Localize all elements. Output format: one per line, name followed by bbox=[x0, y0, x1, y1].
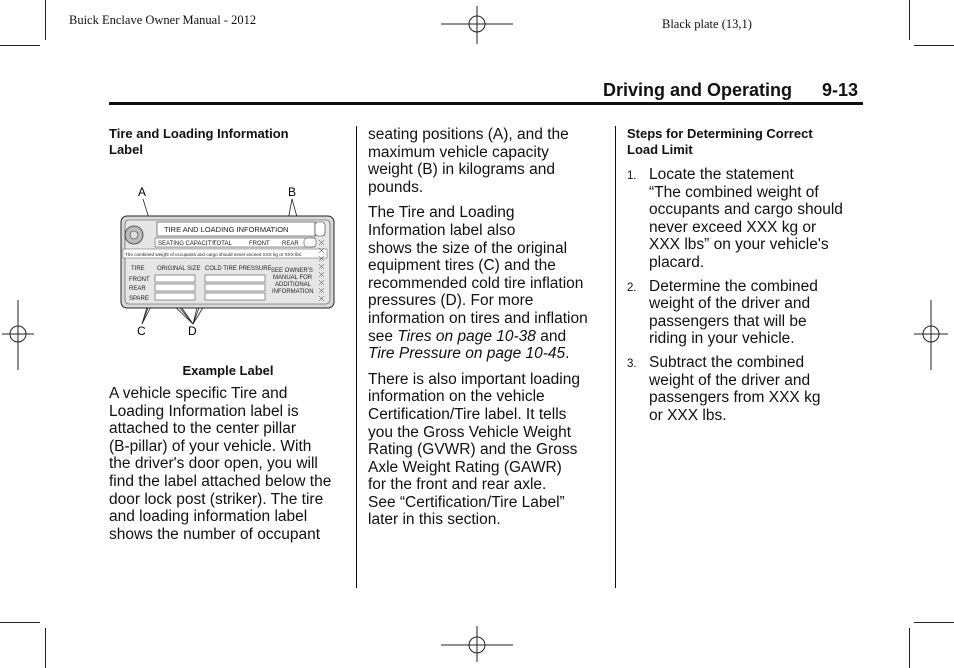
weight-statement: The combined weight of occupants and cargo should never exceed XXX kg or XXX lbs. bbox=[125, 252, 303, 257]
column-3 bbox=[627, 126, 867, 430]
see-owners-line-1: SEE OWNER'S bbox=[271, 268, 313, 274]
callout-a: A bbox=[138, 185, 147, 199]
column-divider bbox=[356, 126, 357, 588]
section-title: Driving and Operating bbox=[603, 80, 793, 100]
column-1 bbox=[109, 126, 349, 158]
list-item: 1. Locate the statement “The combined weight of occupants and cargo should never exceed XXX kg or XXX lbs” on your vehicle's placard. bbox=[627, 166, 843, 271]
callout-d: D bbox=[188, 324, 197, 338]
column-2 bbox=[368, 126, 608, 529]
cross-reference-link[interactable]: Tire Pressure on page 10-45 bbox=[368, 345, 566, 363]
front-label: FRONT bbox=[249, 241, 270, 247]
manual-title: Buick Enclave Owner Manual - 2012 bbox=[69, 13, 257, 27]
list-item: 2. Determine the combined weight of the driver and passengers that will be riding in your vehicle. bbox=[627, 277, 818, 348]
subsection-heading: Tire and Loading Information Label bbox=[109, 126, 289, 157]
row-rear: REAR bbox=[129, 286, 146, 292]
tire-column: TIRE bbox=[131, 266, 145, 272]
row-front: FRONT bbox=[129, 277, 150, 283]
paragraph: The Tire and Loading Information label also shows the size of the original equipment tires (C) and the recommended cold tire inflation pressures (D). For more information on tires and inflation see Tires on page 10-38 and Tire Pressure on page 10-45. bbox=[368, 204, 588, 363]
subsection-heading: Steps for Determining Correct Load Limit bbox=[627, 126, 813, 157]
steps-list bbox=[627, 166, 867, 424]
see-owners-line-2: MANUAL FOR bbox=[273, 275, 313, 281]
paragraph: seating positions (A), and the maximum vehicle capacity weight (B) in kilograms and pounds. bbox=[368, 126, 569, 196]
page-number: 9-13 bbox=[822, 80, 859, 100]
list-item: 3. Subtract the combined weight of the driver and passengers from XXX kg or XXX lbs. bbox=[627, 353, 821, 424]
tire-label-figure bbox=[109, 180, 349, 340]
label-title: TIRE AND LOADING INFORMATION bbox=[164, 225, 289, 234]
row-spare: SPARE bbox=[129, 296, 149, 302]
col1-body: A vehicle specific Tire and Loading Information label is attached to the center pillar (B-pillar) of your vehicle. With the driver's door open, you will find the label attached below the door lock post (striker). The tire and loading information label shows the number of occupant bbox=[109, 385, 332, 543]
paragraph: There is also important loading information on the vehicle Certification/Tire label. It tells you the Gross Vehicle Weight Rating (GVWR) and the Gross Axle Weight Rating (GAWR) for the front and rear axle. See “Certification/Tire Label” later in this section. bbox=[368, 370, 580, 529]
seating-capacity: SEATING CAPACITY bbox=[158, 241, 216, 247]
cross-reference-link[interactable]: Tires on page 10-38 bbox=[397, 327, 536, 345]
original-size-column: ORIGINAL SIZE bbox=[157, 266, 201, 272]
plate-info: Black plate (13,1) bbox=[662, 17, 752, 31]
total-label: TOTAL bbox=[213, 241, 232, 247]
figure-caption: Example Label bbox=[182, 363, 274, 378]
see-owners-line-4: INFORMATION bbox=[272, 289, 314, 295]
page-header bbox=[603, 80, 858, 101]
callout-b: B bbox=[288, 185, 297, 199]
see-owners-line-3: ADDITIONAL bbox=[275, 282, 312, 288]
column-divider bbox=[615, 126, 616, 588]
callout-c: C bbox=[137, 324, 146, 338]
rear-label: REAR bbox=[282, 241, 299, 247]
cold-tire-pressure-column: COLD TIRE PRESSURE bbox=[205, 266, 272, 272]
header-rule bbox=[109, 102, 863, 105]
